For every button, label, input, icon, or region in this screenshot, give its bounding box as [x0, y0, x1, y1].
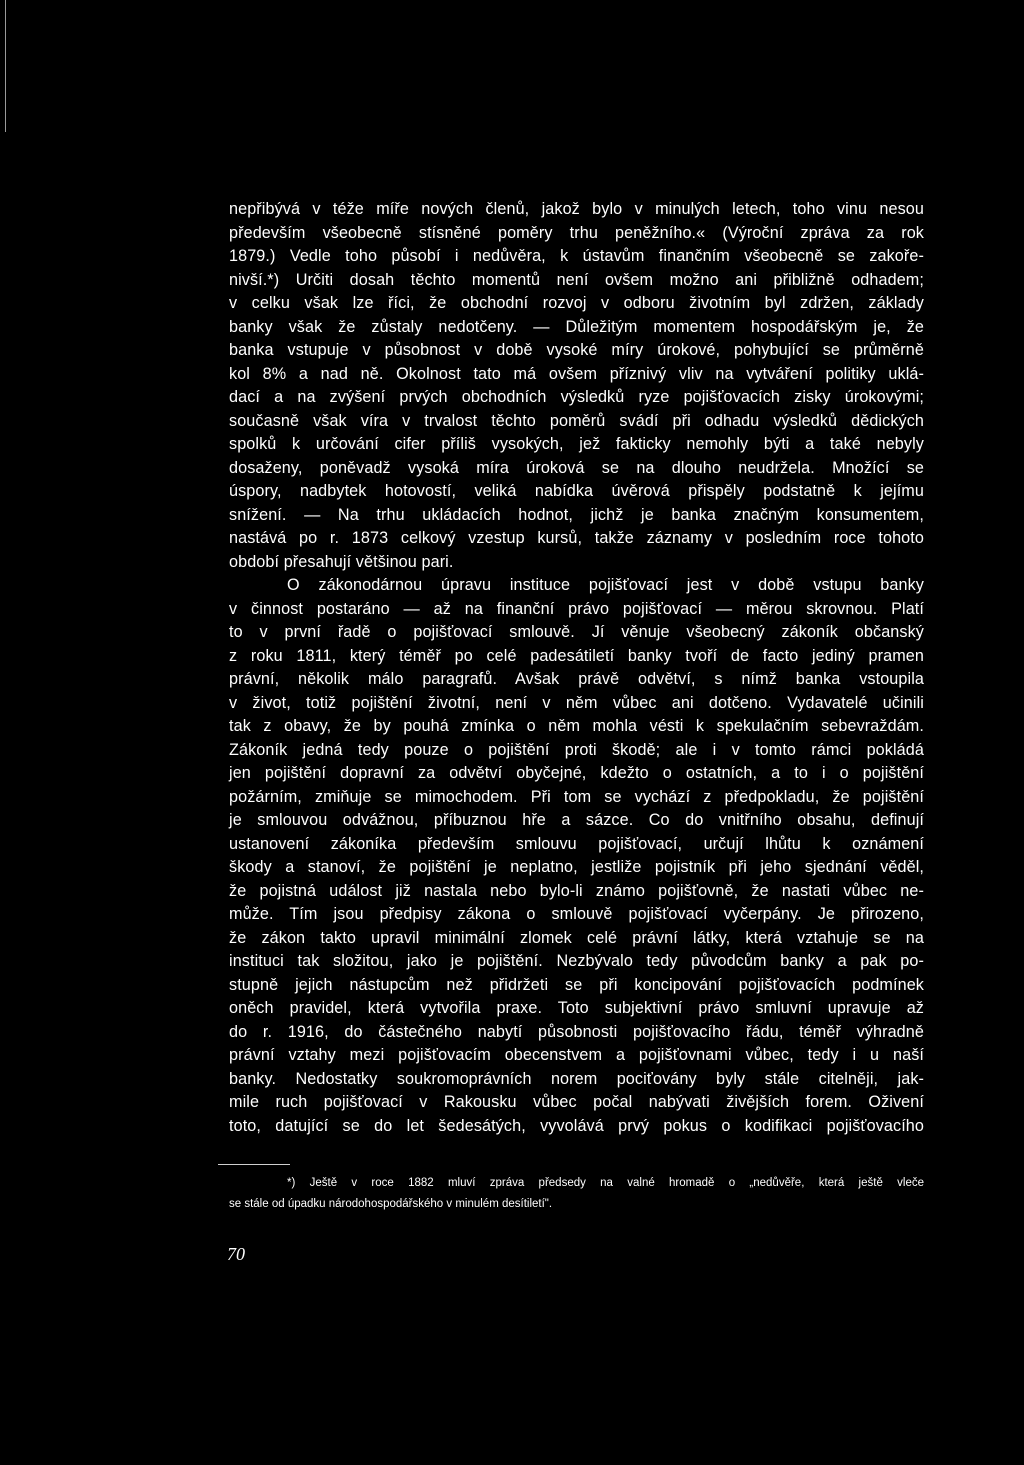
- page-number: 70: [227, 1244, 245, 1264]
- text-line: z roku 1811, který téměř po celé padesátiletí banky tvoří de facto jediný pramen: [229, 646, 924, 665]
- text-line: snížení. — Na trhu ukládacích hodnot, jichž je banka značným konsumentem,: [229, 505, 924, 524]
- body-text: [229, 198, 924, 1162]
- text-line: dosaženy, poněvadž vysoká míra úroková se na dlouho neudržela. Množící se: [229, 458, 924, 477]
- text-line: nivší.*) Určiti dosah těchto momentů není ovšem možno ani přibližně odhadem;: [229, 270, 924, 289]
- text-line: v celku však lze říci, že obchodní rozvoj v odboru životním byl zdržen, základy: [229, 294, 924, 312]
- text-line: právní, několik málo paragrafů. Avšak právě odvětví, s nímž banka vstoupila: [229, 670, 924, 688]
- text-line: dací a na zvýšení prvých obchodních výsledků ryze pojišťovacích zisky úrokovými;: [229, 388, 924, 406]
- text-line: do r. 1916, do částečného nabytí působnosti pojišťovacího řádu, téměř výhradně: [229, 1022, 924, 1041]
- text-line: škody a stanoví, že pojištění je neplatno, jestliže pojistník při jeho sjednání věděl,: [229, 858, 924, 876]
- text-line: tak z obavy, že by pouhá zmínka o něm mohla vésti k spekulačním sebevraždám.: [229, 717, 924, 735]
- paragraph-start-line: O zákonodárnou úpravu instituce pojišťovací jest v době vstupu banky: [287, 576, 924, 594]
- text-line: stupně jejich nástupcům než přidržeti se při koncipování pojišťovacích podmínek: [229, 975, 924, 994]
- text-line: že zákon takto upravil minimální zlomek celé právní látky, která vztahuje se na: [229, 928, 924, 947]
- scan-edge-line: [5, 0, 6, 132]
- text-line: ustanovení zákoníka především smlouvu pojišťovací, určují lhůtu k oznámení: [229, 834, 924, 853]
- footnote-line: *) Ještě v roce 1882 mluví zpráva předsedy na valné hromadě o „nedůvěře, která ještě vleče: [287, 1177, 924, 1189]
- text-line: kol 8% a nad ně. Okolnost tato má ovšem příznivý vliv na vytváření politiky uklá-: [229, 364, 924, 383]
- text-line: požárním, zmiňuje se mimochodem. Při tom se vychází z předpokladu, že pojištění: [229, 787, 924, 806]
- text-line: banky. Nedostatky soukromoprávních norem pociťovány byly stále citelněji, jak-: [229, 1069, 924, 1088]
- text-line: instituci tak složitou, jako je pojištění. Nezbývalo tedy původcům banky a pak po-: [229, 952, 924, 970]
- text-line: toto, datující se do let šedesátých, vyvolává prvý pokus o kodifikaci pojišťovacího: [229, 1116, 924, 1135]
- text-line: [229, 1138, 924, 1162]
- text-line: současně však víra v trvalost těchto poměrů svádí při odhadu výsledků dědických: [229, 411, 924, 430]
- text-line: to v první řadě o pojišťovací smlouvě. Jí věnuje všeobecný zákoník občanský: [229, 623, 924, 641]
- footnote-line: se stále od úpadku národohospodářského v minulém desítiletí".: [229, 1198, 553, 1210]
- text-line: spolků k určování cifer příliš vysokých, jež fakticky nemohly býti a také nebyly: [229, 435, 924, 453]
- text-line: v život, totiž pojištění životní, není v něm vůbec ani dotčeno. Vydavatelé učinili: [229, 693, 924, 712]
- text-line: 1879.) Vedle toho působí i nedůvěra, k ústavům finančním všeobecně se zakoře-: [229, 247, 924, 265]
- text-line: může. Tím jsou předpisy zákona o smlouvě pojišťovací vyčerpány. Je přirozeno,: [229, 905, 924, 923]
- text-line: že pojistná událost již nastala nebo bylo-li známo pojišťovně, že nastati vůbec ne-: [229, 881, 924, 900]
- text-line: oněch pravidel, která vytvořila praxe. Toto subjektivní právo smluvní upravuje až: [229, 999, 924, 1017]
- footnote-divider: [218, 1164, 290, 1165]
- text-line: banky však že zůstaly nedotčeny. — Důležitým momentem hospodářským je, že: [229, 317, 924, 336]
- text-line: v činnost postaráno — až na finanční právo pojišťovací — měrou skrovnou. Platí: [229, 599, 924, 618]
- text-line: úspory, nadbytek hotovostí, veliká nabídka úvěrová přispěly podstatně k jejímu: [229, 482, 924, 500]
- text-line: je smlouvou odvážnou, příbuznou hře a sázce. Co do vnitřního obsahu, definují: [229, 811, 924, 829]
- text-line: nastává po r. 1873 celkový vzestup kursů, takže záznamy v posledním roce tohoto: [229, 529, 924, 547]
- text-line: především všeobecně stísněné poměry trhu peněžního.« (Výroční zpráva za rok: [229, 223, 924, 242]
- footnote: [229, 1173, 924, 1215]
- text-line: jen pojištění dopravní za odvětví obyčejné, kdežto o ostatních, a to i o pojištění: [229, 764, 924, 782]
- text-line: nepřibývá v téže míře nových členů, jakož bylo v minulých letech, toho vinu nesou: [229, 200, 924, 218]
- text-line: mile ruch pojišťovací v Rakousku vůbec počal nabývati živějších forem. Oživení: [229, 1093, 924, 1111]
- paragraph-end-line: období přesahují většinou pari.: [229, 552, 454, 571]
- text-line: právní vztahy mezi pojišťovacím obecenstvem a pojišťovnami vůbec, tedy i u naší: [229, 1046, 924, 1064]
- text-line: Zákoník jedná tedy pouze o pojištění proti škodě; ale i v tomto rámci pokládá: [229, 740, 924, 759]
- text-line: banka vstupuje v působnost v době vysoké míry úrokové, pohybující se průměrně: [229, 341, 924, 359]
